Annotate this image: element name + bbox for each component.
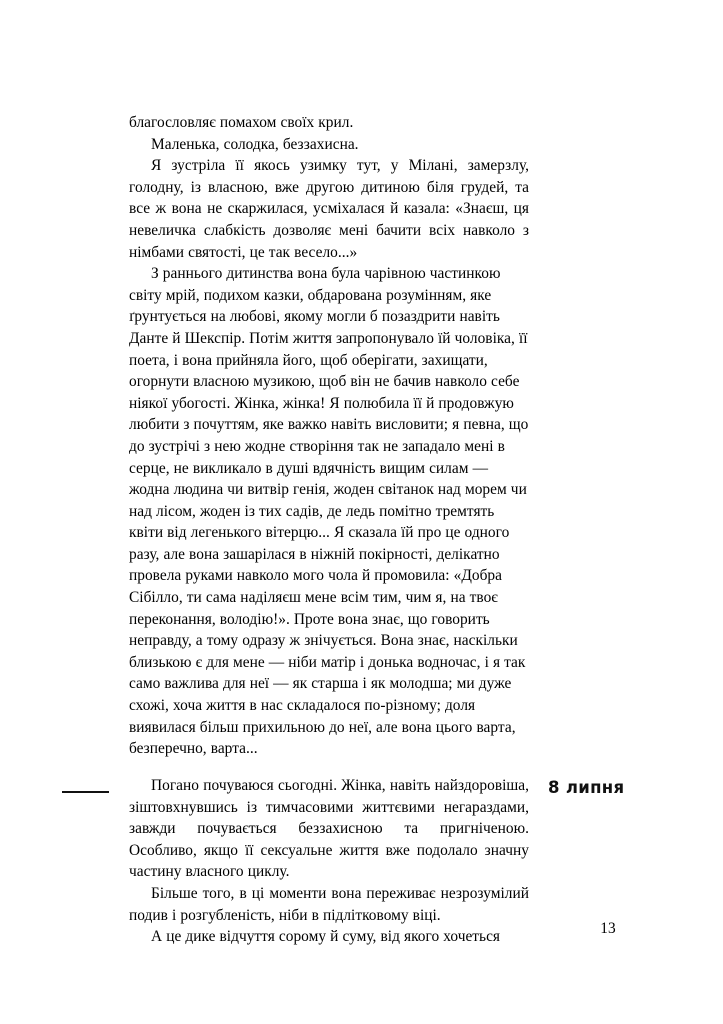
section-divider-rule xyxy=(62,791,109,793)
entry-date-heading: 8 липня xyxy=(548,778,625,797)
paragraph: благословляє помахом своїх крил. xyxy=(129,114,354,131)
paragraph: Я зустріла її якось узимку тут, у Мілані, замерзлу, голодну, із власною, вже другою дитиною біля грудей, та все ж вона не скаржилася, усміхалася й казала: «Знаєш, ця невеличка слабкість дозволяє мені бачити всіх навколо з німбами святості, це так весело...» xyxy=(129,157,529,261)
paragraph: Погано почуваюся сьогодні. Жінка, навіть найздоровіша, зіштовхнувшись із тимчасовими життєвими негараздами, завжди почувається беззахисною та пригніченою. Особливо, якщо її сексуальне життя вже подолало значну частину власного циклу. xyxy=(129,777,529,881)
paragraph: Більше того, в ці моменти вона переживає незрозумілий подив і розгубленість, ніби в підлітковому віці. xyxy=(129,884,529,924)
paragraph: З раннього дитинства вона була чарівною частинкою світу мрій, подихом казки, обдарована розумінням, яке ґрунтується на любові, якому могли б позаздрити навіть Данте й Шекспір. Потім життя запропонувало їй чоловіка, її поета, і вона прийняла його, щоб оберігати, захищати, огорнути власною музикою, щоб він не бачив навколо себе ніякої убогості. Жінка, жінка! Я полюбила її й продовжую любити з почуттям, яке важко навіть висловити; я певна, що до зустрічі з нею жодне створіння так не западало мені в серце, не викликало в душі вдячність вищим силам — жодна людина чи витвір генія, жоден світанок над морем чи над лісом, жоден із тих садів, де ледь помітно тремтять квіти від легенького вітерцю... Я сказала їй про це одного разу, але вона зашарілася в ніжній покірності, делікатно провела руками навколо мого чола й промовила: «Добра Сібілло, ти сама наділяєш мене всім тим, чим я, на твоє переконання, володію!». Проте вона знає, що говорить неправду, а тому одразу ж знічується. Вона знає, наскільки близькою є для мене — ніби матір і донька водночас, і я так само важлива для неї — як старша і як молодша; ми дуже схожі, хоча життя в нас складалося по-різному; доля виявилася більш прихильною до неї, але вона цього варта, безперечно, варта... xyxy=(129,265,529,758)
paragraph: А це дике відчуття сорому й суму, від якого хочеться xyxy=(151,928,501,946)
entry-july-8-body xyxy=(129,775,529,948)
entry-continued-body xyxy=(129,112,529,760)
paragraph: Маленька, солодка, беззахисна. xyxy=(151,135,359,153)
page-number: 13 xyxy=(600,920,616,937)
